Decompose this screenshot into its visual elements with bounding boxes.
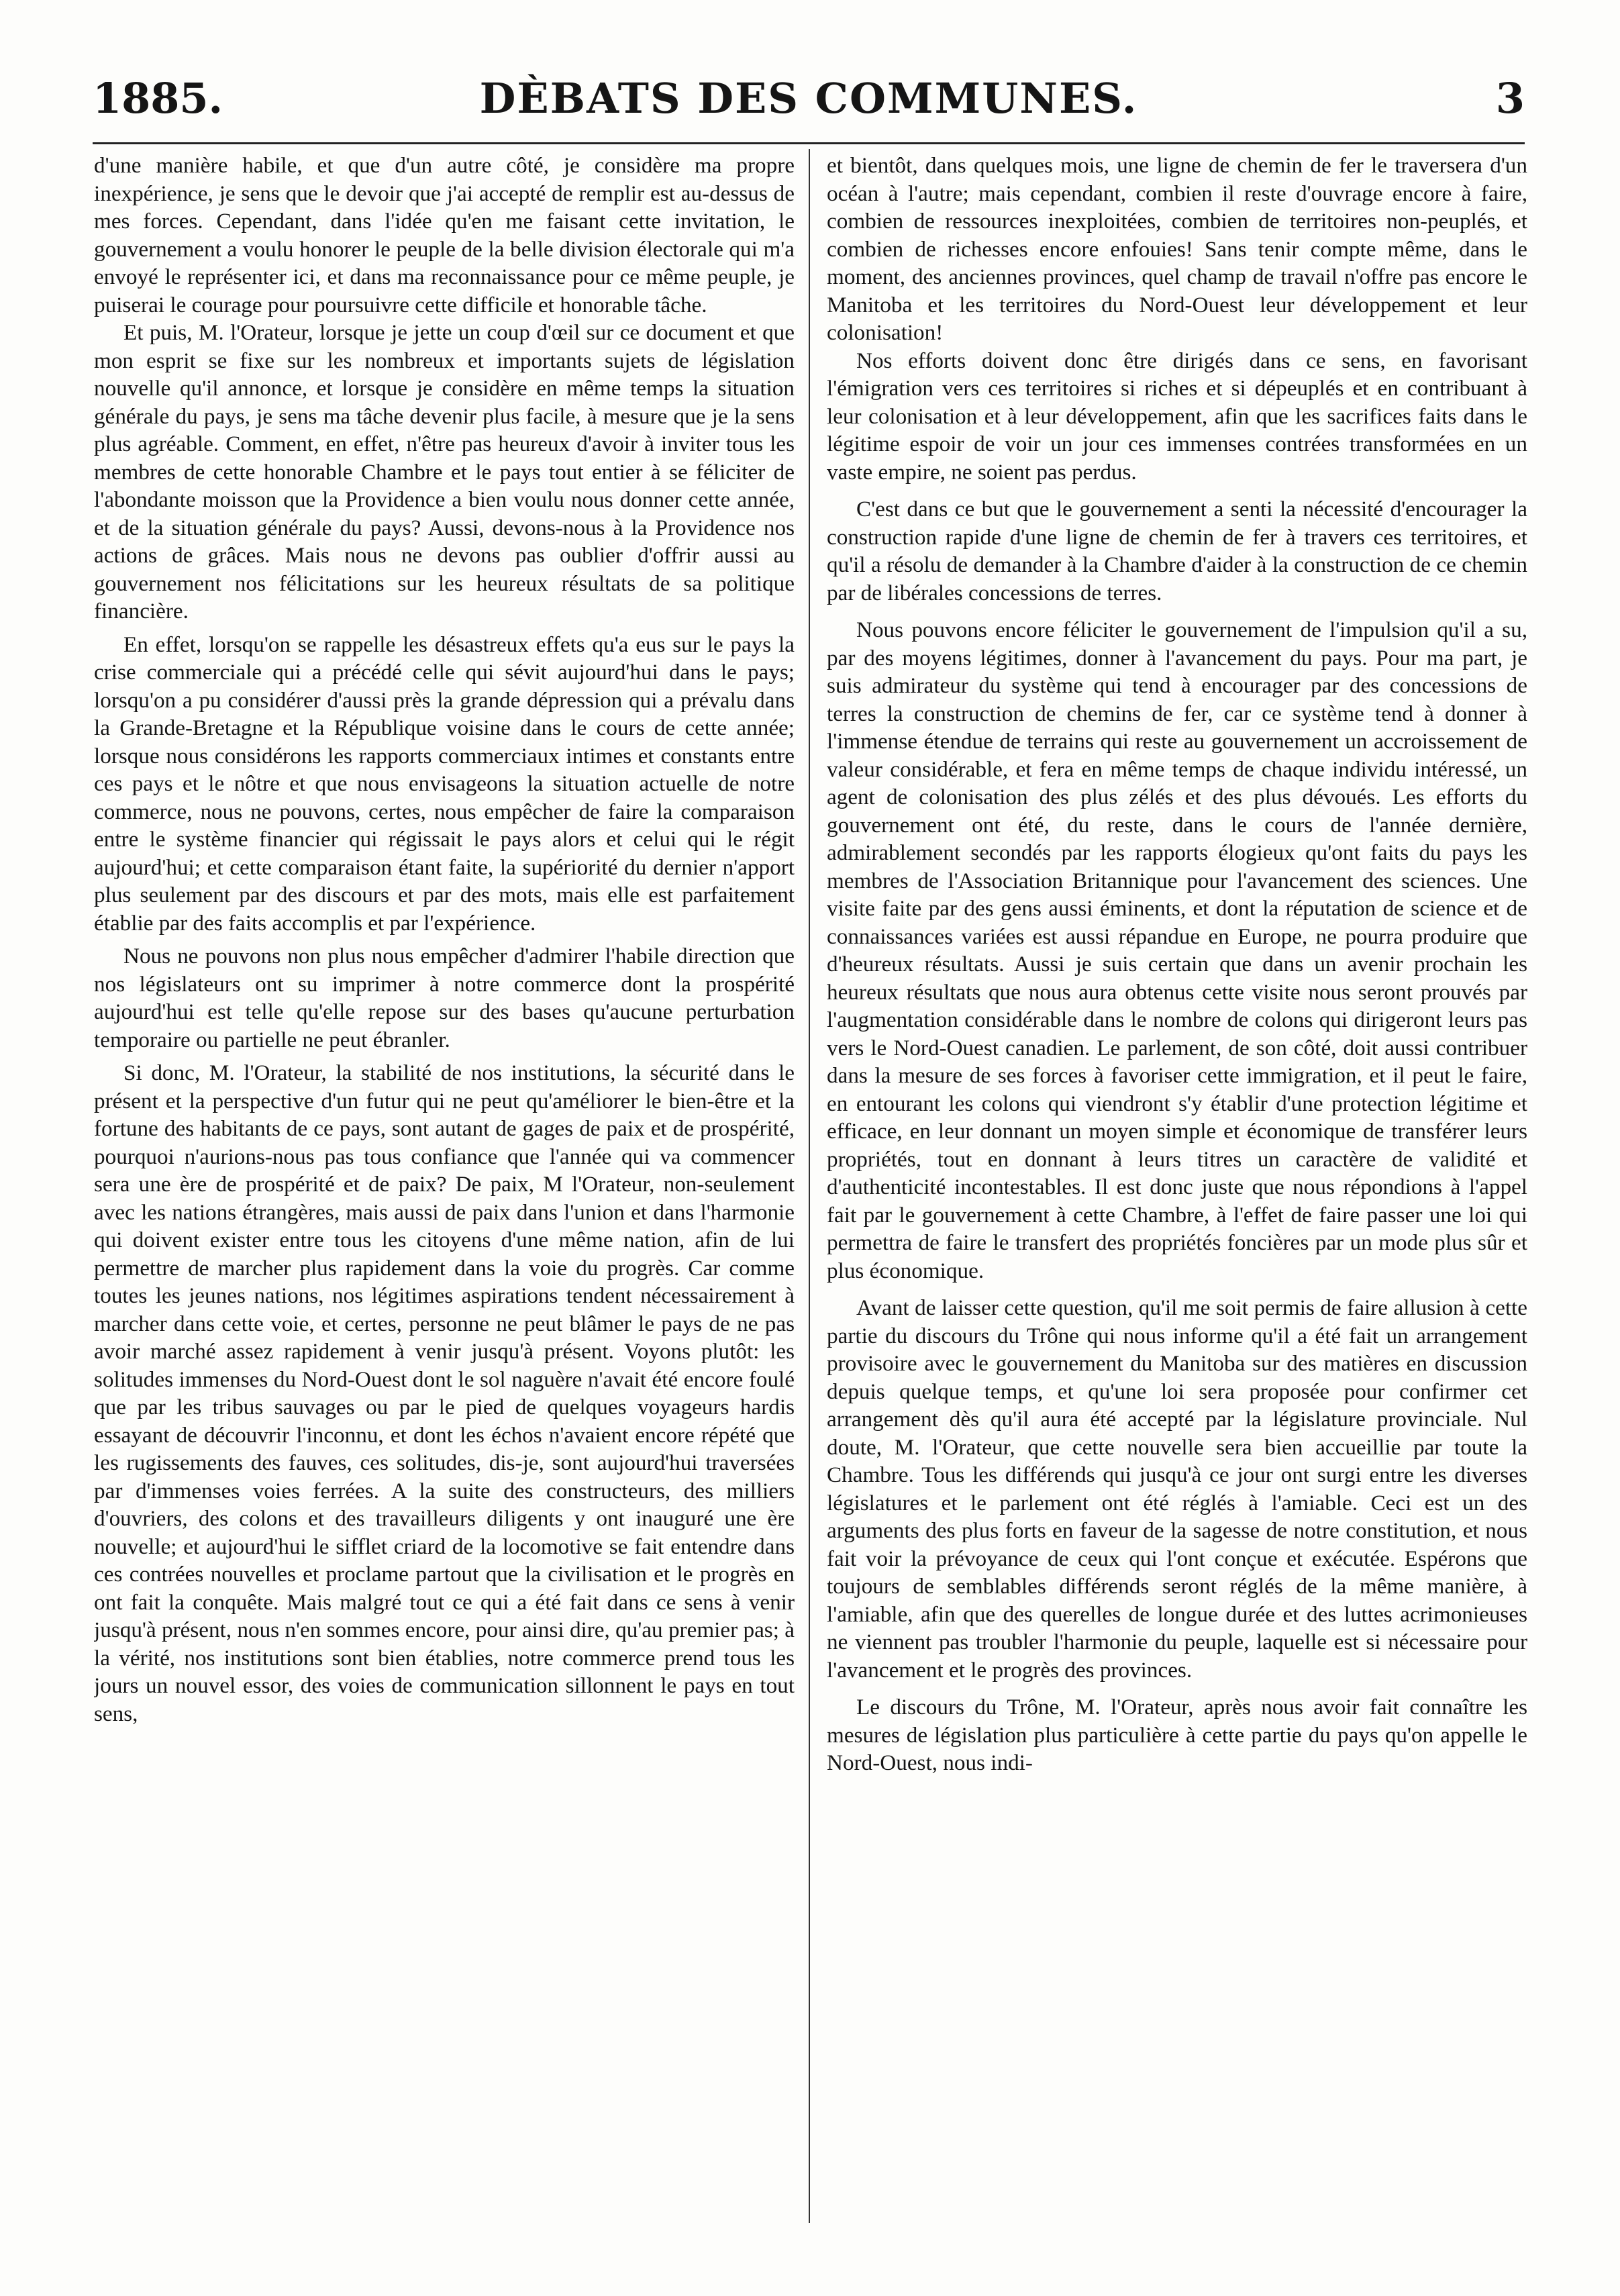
header-year: 1885. [93, 74, 223, 123]
paragraph: En effet, lorsqu'on se rappelle les désastreux effets qu'a eus sur le pays la crise commerciale qui a précédé celle qui sévit aujourd'hui dans le pays; lorsqu'on a pu considérer d'aussi près la grande dépression qui a prévalu dans la Grande-Bretagne et la République voisine dans le cours de cette année; lorsque nous considérons les rapports commerciaux intimes et constants entre ces pays et le nôtre et que nous envisageons la situation actuelle de notre commerce, nous ne pouvons, certes, nous empêcher de faire la comparaison entre le système financier qui régissait le pays alors et celui qui le régit aujourd'hui; et cette comparaison étant faite, la supériorité du dernier n'apport plus seulement par des discours et par des mots, mais elle est parfaitement établie par des faits accomplis et par l'expérience. [94, 632, 795, 936]
header-title: DÈBATS DES COMMUNES. [479, 74, 1138, 123]
paragraph: Nous ne pouvons non plus nous empêcher d'admirer l'habile direction que nos législateurs ont su imprimer à notre commerce dont la prospérité aujourd'hui est telle qu'elle repose sur des bases qu'aucune perturbation temporaire ou partielle ne peut ébranler. [94, 944, 795, 1052]
right-column [827, 152, 1527, 2219]
page-header [93, 62, 1525, 129]
paragraph: Nous pouvons encore féliciter le gouvernement de l'impulsion qu'il a su, par des moyens légitimes, donner à l'avancement du pays. Pour ma part, je suis admirateur du système qui tend à encourager par des concessions de terres la construction de chemins de fer, car ce système tend à donner à l'immense étendue de terrains qui reste au gouvernement un accroissement de valeur considérable, et fera en même temps de chaque individu intéressé, un agent de colonisation des plus zélés et des plus dévoués. Les efforts du gouvernement ont été, du reste, dans le cours de l'année dernière, admirablement secondés par les rapports élogieux qu'ont faits du pays les membres de l'Association Britannique pour l'avancement des sciences. Une visite faite par des gens aussi éminents, et dont la réputation de science et de connaissances variées est aussi répandue en Europe, ne pourra produire que d'heureux résultats. Aussi je suis certain que dans un avenir prochain les heureux résultats que nous aura obtenus cette visite nous seront prouvés par l'augmentation considérable dans le nombre de colons qui dirigeront leurs pas vers le Nord-Ouest canadien. Le parlement, de son côté, doit aussi contribuer dans la mesure de ses forces à favoriser cette immigration, et il peut le faire, en entourant les colons qui viendront s'y établir d'une protection légitime et efficace, en leur donnant un moyen simple et économique de transférer leurs propriétés, tout en donnant à leurs titres un caractère de validité et d'authenticité incontestables. Il est donc juste que nous répondions à l'appel fait par le gouvernement à cette Chambre, à l'effet de faire passer une loi qui permettra de faire le transfert des propriétés foncières par un mode plus sûr et plus économique. [827, 617, 1527, 1283]
paragraph: et bientôt, dans quelques mois, une ligne de chemin de fer le traversera d'un océan à l'autre; mais cependant, combien il reste d'ouvrage encore à faire, combien de ressources inexploitées, combien de territoires non-peuplés, et combien de richesses encore enfouies! Sans tenir compte même, dans le moment, des anciennes provinces, quel champ de travail n'offre pas encore le Manitoba et les territoires du Nord-Ouest leur développement et leur colonisation! [827, 153, 1527, 345]
paragraph: Avant de laisser cette question, qu'il me soit permis de faire allusion à cette partie du discours du Trône qui nous informe qu'il a été fait un arrangement provisoire avec le gouvernement du Manitoba sur des matières en discussion depuis quelque temps, et qu'une loi sera proposée pour confirmer cet arrangement dès qu'il aura été accepté par la législature provinciale. Nul doute, M. l'Orateur, que cette nouvelle sera bien accueillie par toute la Chambre. Tous les différends qui jusqu'à ce jour ont surgi entre les diverses législatures et le parlement ont été réglés à l'amiable. Ceci est un des arguments des plus forts en faveur de la sagesse de notre constitution, et nous fait voir la prévoyance de ceux qui l'ont conçue et exécutée. Espérons que toujours de semblables différends seront réglés de la même manière, à l'amiable, afin que des querelles de longue durée et des luttes acrimonieuses ne viennent pas troubler l'harmonie du peuple, laquelle est si nécessaire pour l'avancement et le progrès des provinces. [827, 1295, 1527, 1683]
paragraph: Et puis, M. l'Orateur, lorsque je jette un coup d'œil sur ce document et que mon esprit se fixe sur les nombreux et importants sujets de législation nouvelle qu'il annonce, et lorsque je considère en même temps la situation générale du pays, je sens ma tâche devenir plus facile, à mesure que je la sens plus agréable. Comment, en effet, n'être pas heureux d'avoir à inviter tous les membres de cette honorable Chambre et le pays tout entier à se féliciter de l'abondante moisson que la Providence a bien voulu nous donner cette année, et de la situation générale du pays? Aussi, devons-nous à la Providence nos actions de grâces. Mais nous ne devons pas oublier d'offrir aussi au gouvernement nos félicitations sur les heureux résultats de sa politique financière. [94, 320, 795, 623]
column-divider [809, 149, 810, 2223]
header-rule [93, 142, 1525, 144]
paragraph: C'est dans ce but que le gouvernement a senti la nécessité d'encourager la construction rapide d'une ligne de chemin de fer à travers ces territoires, et qu'il a résolu de demander à la Chambre d'aider à la construction de ce chemin par de libérales concessions de terres. [827, 497, 1527, 605]
paragraph: Nos efforts doivent donc être dirigés dans ce sens, en favorisant l'émigration vers ces territoires si riches et si dépeuplés et en contribuant à leur colonisation et à leur développement, afin que les sacrifices faits dans le légitime espoir de voir un jour ces immenses contrées transformées en un vaste empire, ne soient pas perdus. [827, 348, 1527, 485]
paragraph: Le discours du Trône, M. l'Orateur, après nous avoir fait connaître les mesures de législation plus particulière à cette partie du pays qu'on appelle le Nord-Ouest, nous indi- [827, 1695, 1527, 1775]
page-number: 3 [1495, 74, 1525, 123]
paragraph: Si donc, M. l'Orateur, la stabilité de nos institutions, la sécurité dans le présent et la perspective d'un futur qui ne peut qu'améliorer le bien-être et la fortune des habitants de ce pays, sont autant de gages de paix et de prospérité, pourquoi n'aurions-nous pas tous confiance que l'année qui va commencer sera une ère de prospérité et de paix? De paix, M l'Orateur, non-seulement avec les nations étrangères, mais aussi de paix dans l'union et dans l'harmonie qui doivent exister entre tous les citoyens d'une même nation, afin de lui permettre de marcher plus rapidement dans la voie du progrès. Car comme toutes les jeunes nations, nos légitimes aspirations tendent nécessairement à marcher dans cette voie, et certes, personne ne peut blâmer le pays de ne pas avoir marché assez rapidement à venir jusqu'à présent. Voyons plutôt: les solitudes immenses du Nord-Ouest dont le sol naguère n'avait été encore foulé que par les tribus sauvages ou par le pied de quelques voyageurs hardis essayant de découvrir l'inconnu, et dont les échos n'avaient encore répété que les rugissements des fauves, ces solitudes, dis-je, sont aujourd'hui traversées par d'immenses voies ferrées. A la suite des constructeurs, des milliers d'ouvriers, des colons et des travailleurs diligents y ont inauguré une ère nouvelle; et aujourd'hui le sifflet criard de la locomotive se fait entendre dans ces contrées nouvelles et proclame partout que la civilisation et le progrès en ont fait la conquête. Mais malgré tout ce qui a été fait dans ce sens à venir jusqu'à présent, nous n'en sommes encore, pour ainsi dire, qu'au premier pas; à la vérité, nos institutions sont bien établies, notre commerce prend tous les jours un nouvel essor, des voies de communication sillonnent le pays en tout sens, [94, 1060, 795, 1726]
left-column [94, 152, 795, 2219]
paragraph: d'une manière habile, et que d'un autre côté, je considère ma propre inexpérience, je sens que le devoir que j'ai accepté de remplir est au-dessus de mes forces. Cependant, dans l'idée qu'en me faisant cette invitation, le gouvernement a voulu honorer le peuple de la belle division électorale qui m'a envoyé le représenter ici, et dans ma reconnaissance pour ce même peuple, je puiserai le courage pour poursuivre cette difficile et honorable tâche. [94, 153, 795, 317]
